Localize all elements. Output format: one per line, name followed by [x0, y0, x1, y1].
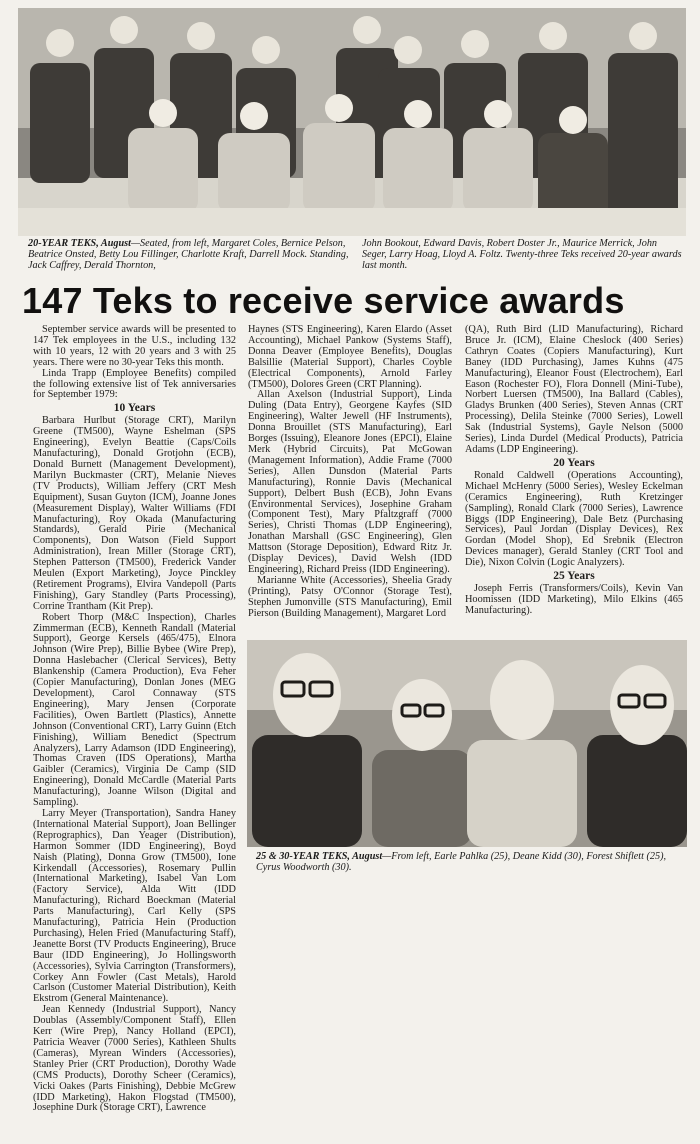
compiler-paragraph: Linda Trapp (Employee Benefits) compiled the following extensive list of Tek anniversaries for September 1979: — [33, 367, 236, 401]
group-photo-20-year-teks — [18, 8, 686, 236]
twenty-five-years-paragraph: Joseph Ferris (Transformers/Coils), Kevin Van Hoomissen (IDD Marketing), Milo Elkins (465 Manufacturing). — [465, 583, 683, 616]
ten-years-paragraph-4: Jean Kennedy (Industrial Support), Nancy Doublas (Assembly/Component Staff), Ellen Kerr (Wire Prep), Nancy Holland (EPCI), Patricia Weaver (7000 Series), Kathleen Shults (Cameras), Myrean Winders (Accessories), Stanley Prier (CRT Production), Dorothy Wade (CMS Products), Dorothy Scheer (Ceramics), Vicki Oakes (Parts Finishing), Debbie McGrew (IDD Marketing), Hakon Flogstad (TM500), Josephine Durk (Storage CRT), Lawrence — [33, 1004, 236, 1114]
group-photo-25-30-year-teks — [247, 640, 687, 847]
caption-top-lead: 20-YEAR TEKS, August — [28, 238, 131, 249]
caption-top-left — [28, 238, 353, 271]
article-column-2 — [248, 325, 452, 619]
heading-10-years: 10 Years — [113, 402, 156, 415]
ten-years-paragraph-2: Robert Thorp (M&C Inspection), Charles Zimmerman (ECB), Kenneth Randall (Material Support), George Kersels (465/475), Elnora Johnson (Wire Prep), Billie Bybee (Wire Prep), Donna Haslebacher (Clerical Services), Betty Blankenship (Camera Production), Eva Feher (Copier Manufacturing), Donlan Jones (MEG Development), Carol Connaway (STS Engineering), Mary Jensen (Corporate Facilities), Owen Bartlett (Plastics), Annette Johnson (Conventional CRT), Larry Guinn (Etch Finishing), William Benedict (Spectrum Analyzers), Larry Adamson (IDD Engineering), Thomas Craven (IDS Operations), Martha Gaibler (Ceramics), Virginia De Camp (SID Engineering), Donald McCardle (Material Parts Manufacturing), Joanne Wilson (Digital and Sampling). — [33, 611, 236, 809]
twenty-years-paragraph: Ronald Caldwell (Operations Accounting), Michael McHenry (5000 Series), Wesley Eckelman (Ceramics Engineering), Ruth Kretzinger (Sampling), Ronald Clark (7000 Series), Lawrence Biggs (IDP Engineering), Dale Betz (Purchasing Services), Paul Jordan (Display Devices), Rex Gordan (Model Shop), Ed Srebnik (Electron Devices manager), Gerald Stanley (CRT Tool and Die), Nixon Colvin (Logic Analyzers). — [465, 469, 683, 569]
column-2-paragraph-3: Marianne White (Accessories), Sheelia Grady (Printing), Patsy O'Connor (Storage Test), Stephen Jumonville (STS Manufacturing), Emil Pierson (Building Management), Margaret Lord — [248, 574, 452, 619]
ten-years-paragraph-3: Larry Meyer (Transportation), Sandra Haney (International Material Support), Joan Bellinger (Reprographics), Dan Yeager (Distribution), Harmon Sommer (IDD Engineering), Boyd Naish (Plating), Donna Grow (TM500), Ione Kirkendall (Accessories), Rosemary Pullin (International Marketing), Isabel Van Lom (Factory Service), Alda Witt (IDD Manufacturing), Richard Boeckman (Material Parts Manufacturing), Carl Kelly (SPS Manufacturing), Patricia Hein (Production Purchasing), Helen Fried (Manufacturing Staff), Jeanette Borst (TV Products Engineering), Bruce Baur (IDD Engineering), Jo Hollingsworth (Accessories), Sylvia Carrington (Transformers), Corkey Ann Fowler (Cast Metals), Harold Carlson (Customer Material Distribution), Keith Ekstrom (General Maintenance). — [33, 807, 236, 1005]
caption-middle — [256, 851, 682, 873]
column-2-paragraph-2: Allan Axelson (Industrial Support), Linda Duling (Data Entry), Georgene Kayfes (SID Engineering), Walter Jewell (HF Instruments), Donna Brouillet (STS Manufacturing), Earl Borges (Issuing), Eleanore Jones (EPCI), Elaine Merk (Hybrid Circuits), Pat McGowan (Management Information), Addie Frame (7000 Series), Allen Dunsdon (Material Parts Manufacturing), Ronnie Davis (Mechanical Support), Delbert Bush (ECB), John Evans (Environmental Services), Josephine Graham (Component Test), Mary Pfaltzgraff (7000 Series), Christi Thomas (LDP Engineering), Jonathan Marshall (GSC Engineering), Glen Mattson (Storage Deposition), Edward Ritz Jr. (Display Devices), David Welsh (IDD Engineering), Richard Preiss (IDD Engineering). — [248, 389, 452, 575]
article-column-1 — [33, 325, 236, 1114]
heading-25-years: 25 Years — [553, 570, 595, 583]
column-2-paragraph-1: Haynes (STS Engineering), Karen Elardo (Asset Accounting), Michael Pankow (Systems Staff), Donna Deaver (Employee Benefits), Douglas Balsillie (Material Support), Charles Coyble (Electrical Components), Arnold Farley (TM500), Dolores Green (CRT Planning). — [248, 324, 452, 390]
caption-mid-text: —From left, Earle Pahlka (25), Deane Kidd (30), Forest Shiflett (25), Cyrus Woodworth (30). — [256, 851, 667, 873]
article-column-3 — [465, 325, 683, 617]
intro-paragraph: September service awards will be presented to 147 Tek employees in the U.S., including 132 with 10 years, 12 with 20 years and 3 with 25 years. There were no 30-year Teks this month. — [33, 324, 236, 368]
column-3-paragraph-1: (QA), Ruth Bird (LID Manufacturing), Richard Bruce Jr. (ICM), Elaine Cheslock (400 Series) Cathryn Coates (Copiers Manufacturing), Kurt Baney (IDD Purchasing), James Kuhns (475 Manufacturing), Eleanor Foust (Electrochem), Earl Eason (Rochester FO), Flora Donnell (Mini-Tube), Norbert Luersen (TM500), Ina Ballard (Cables), Gladys Brunken (400 Series), Steven Annas (CRT Processing), Delila Steinke (7000 Series), Lowell Sak (Industrial Systems), Gayle Nelson (5000 Series), Linda Durdel (Medical Products), Patricia Adams (LDP Engineering). — [465, 324, 683, 455]
heading-20-years: 20 Years — [553, 456, 595, 469]
caption-mid-lead: 25 & 30-YEAR TEKS, August — [256, 851, 383, 862]
ten-years-paragraph-1: Barbara Hurlbut (Storage CRT), Marilyn Greene (TM500), Wayne Eshelman (SPS Engineering), Evelyn Beattie (Caps/Coils Manufacturing), Donald Grotjohn (ECB), Donald Burnett (Management Development), Marilyn Buckmaster (CRT), Melanie Nieves (TV Products), William Jeffery (CRT Mesh Equipment), Susan Guyton (ICM), Joanne Jones (Measurement Display), Walter Williams (FDI Manufacturing), Roy Okada (Manufacturing Standards), Gerald Pirie (Mechanical Components), Don Watson (Field Support Administration), Irean Miller (Storage CRT), Stephen Patterson (TM500), Frederick Vander Meulen (Export Marketing), Joyce Pinckley (Retirement Programs), Elvira Vandepoll (Parts Finishing), Gary Standley (Parts Processing), Corrine Trantham (Kit Prep). — [33, 415, 236, 612]
caption-top-right: John Bookout, Edward Davis, Robert Doster Jr., Maurice Merrick, John Seger, Larry Hoag, Lloyd A. Foltz. Twenty-three Teks received 20-year awards last month. — [362, 238, 682, 271]
headline: 147 Teks to receive service awards — [22, 280, 625, 321]
caption-top-left-text: —Seated, from left, Margaret Coles, Bernice Pelson, Beatrice Onsted, Betty Lou Fillinger, Charlotte Kraft, Darrell Mock. Standing, Jack Caffrey, Derald Thornton, — [28, 238, 349, 271]
